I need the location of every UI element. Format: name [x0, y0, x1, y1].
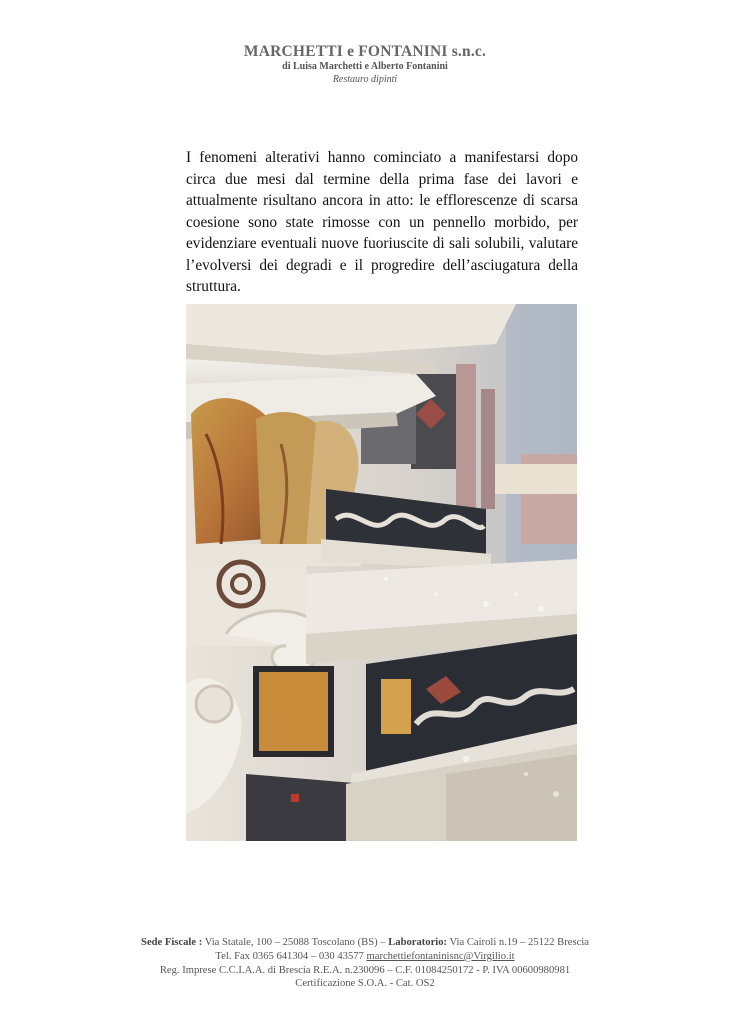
company-activity: Restauro dipinti [332, 74, 398, 85]
sede-address: Via Statale, 100 – 25088 Toscolano (BS) – [202, 937, 389, 948]
altar-photo [186, 304, 577, 841]
phone-fax: Tel. Fax 0365 641304 – 030 43577 [215, 950, 367, 962]
footer-contacts [0, 936, 730, 991]
lab-address: Via Cairoli n.19 – 25122 Brescia [447, 937, 589, 948]
lab-label: Laboratorio: [388, 937, 448, 948]
email-link[interactable]: marchettiefontaninisnc@Virgilio.it [366, 950, 515, 962]
letterhead [0, 42, 730, 86]
footer-contact-line [0, 950, 730, 964]
footer-address-line [0, 936, 730, 950]
body-paragraph: I fenomeni alterativi hanno cominciato a manifestarsi dopo circa due mesi dal termine della prima fase dei lavori e attualmente risultano ancora in atto: le efflorescenze di scarsa coesione sono state rimosse con un pennello morbido, per evidenziare eventuali nuove fuoriuscite di sali solubili, valutare l’evolversi dei degradi e il progredire dell’asciugatura della struttura. [186, 149, 578, 295]
company-name: MARCHETTI e FONTANINI s.n.c. [243, 43, 487, 60]
footer-certification: Certificazione S.O.A. - Cat. OS2 [295, 978, 435, 990]
altar-photo-illustration [186, 304, 577, 841]
footer-registry: Reg. Imprese C.C.I.A.A. di Brescia R.E.A. n.230096 – C.F. 01084250172 - P. IVA 00600980981 [159, 964, 571, 976]
sede-label: Sede Fiscale : [141, 937, 203, 948]
company-owners: di Luisa Marchetti e Alberto Fontanini [282, 61, 448, 72]
